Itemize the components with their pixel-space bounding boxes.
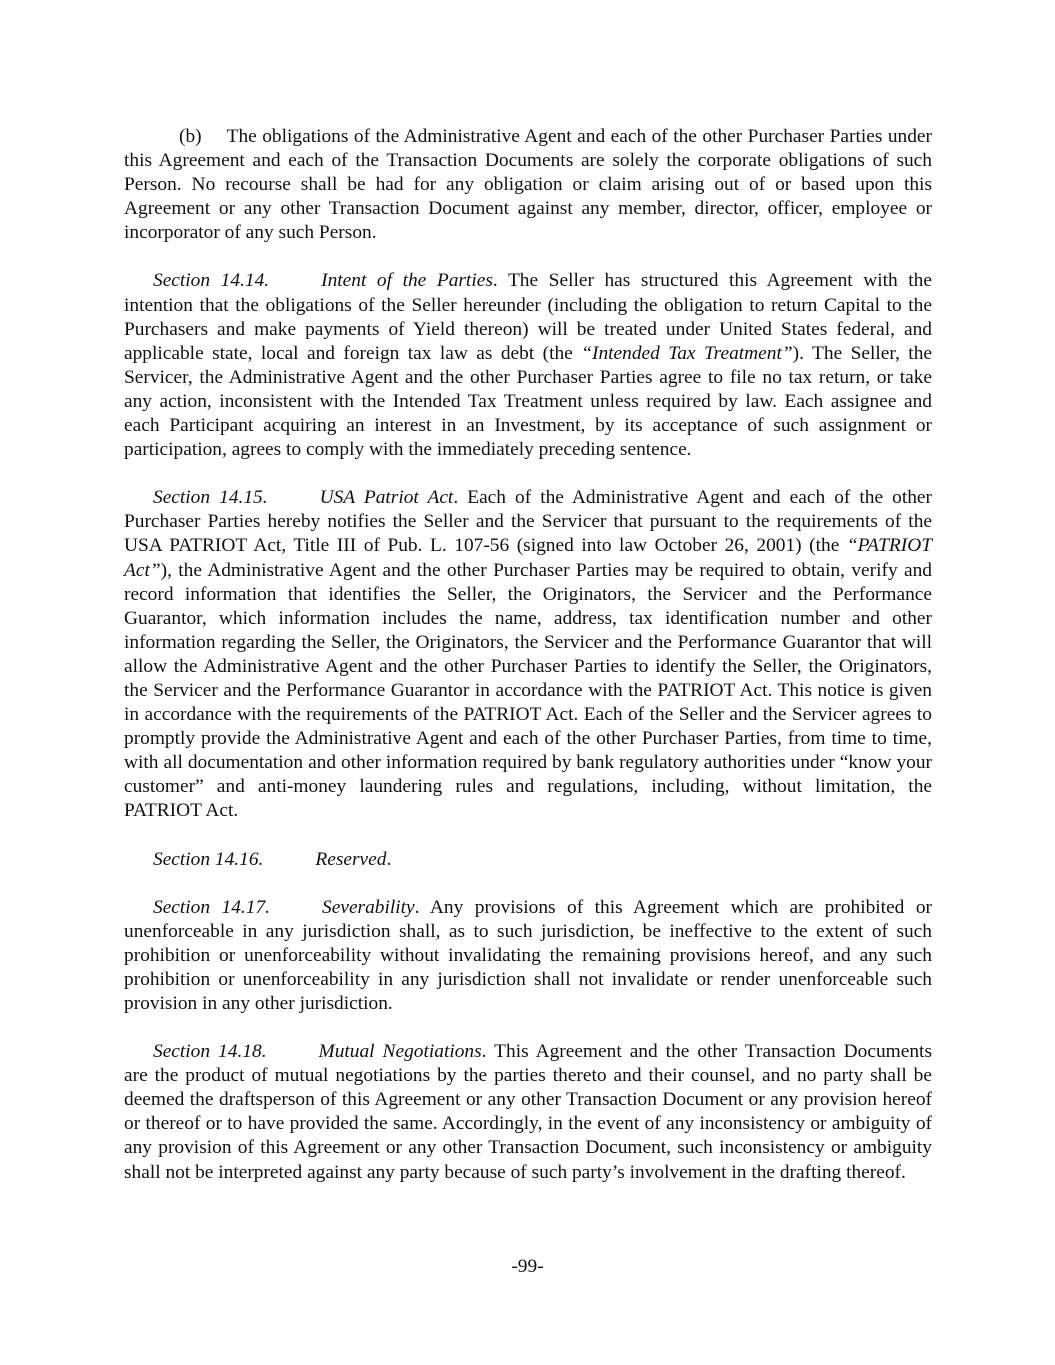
section-title: Reserved <box>315 848 387 870</box>
section-title: USA Patriot Act <box>319 487 454 509</box>
section-body-end: ), the Administrative Agent and the other Purchaser Parties may be required to obtain, verify and record information that identifies the Seller, the Originators, the Servicer and the Performance Guarantor, which information includes the name, address, tax identification number and other information regarding the Seller, the Originators, the Servicer and the Performance Guarantor that will allow the Administrative Agent and the other Purchaser Parties to identify the Seller, the Originators, the Servicer and the Performance Guarantor in accordance with the PATRIOT Act. This notice is given in accordance with the requirements of the PATRIOT Act. Each of the Seller and the Servicer agrees to promptly provide the Administrative Agent and each of the other Purchaser Parties, from time to time, with all documentation and other information required by bank regulatory authorities under “know your customer” and anti-money laundering rules and regulations, including, without limitation, the PATRIOT Act. <box>124 559 932 822</box>
section-14-17: Section 14.17. Severability. Any provisions of this Agreement which are prohibited or unenforceable in any jurisdiction shall, as to such jurisdiction, be ineffective to the extent of such prohibition or unenforceability without invalidating the remaining provisions hereof, and any such prohibition or unenforceability in any jurisdiction shall not invalidate or render unenforceable such provision in any other jurisdiction. <box>124 896 932 1014</box>
paragraph-b-label: (b) <box>179 126 202 147</box>
section-body: This Agreement and the other Transaction Documents are the product of mutual negotiations by the parties thereto and their counsel, and no party shall be deemed the draftsperson of this Agreement or any other Transaction Document or any provision hereof or thereof or to have provided the same. Accordingly, in the event of any inconsistency or ambiguity of any provision of this Agreement or any other Transaction Document, such inconsistency or ambiguity shall not be interpreted against any party because of such party’s involvement in the drafting thereof. <box>124 1041 932 1183</box>
defined-term: “Intended Tax Treatment” <box>581 342 793 364</box>
document-page <box>124 125 932 1209</box>
section-title: Mutual Negotiations <box>318 1041 482 1063</box>
section-number: Section 14.18. <box>153 1041 267 1063</box>
section-body: Any provisions of this Agreement which are prohibited or unenforceable in any jurisdiction shall, as to such jurisdiction, be ineffective to the extent of such prohibition or unenforceability without invalidating the remaining provisions hereof, and any such prohibition or unenforceability in any jurisdiction shall not invalidate or render unenforceable such provision in any other jurisdiction. <box>124 896 932 1014</box>
paragraph-b <box>124 125 932 245</box>
paragraph-b-text: The obligations of the Administrative Agent and each of the other Purchaser Parties under this Agreement and each of the Transaction Documents are solely the corporate obligations of such Person. No recourse shall be had for any obligation or claim arising out of or based upon this Agreement or any other Transaction Document against any member, director, officer, employee or incorporator of any such Person. <box>124 126 932 244</box>
page-number: -99- <box>511 1256 544 1277</box>
section-number: Section 14.15. <box>153 487 268 509</box>
section-body-start: Each of the Administrative Agent and each of the other Purchaser Parties hereby notifies the Seller and the Servicer that pursuant to the requirements of the USA PATRIOT Act, Title III of Pub. L. 107-56 (signed into law October 26, 2001) (the <box>124 487 932 557</box>
section-number: Section 14.14. <box>153 270 270 292</box>
section-14-15: Section 14.15. USA Patriot Act. Each of the Administrative Agent and each of the other Purchaser Parties hereby notifies the Seller and the Servicer that pursuant to the requirements of the USA PATRIOT Act, Title III of Pub. L. 107-56 (signed into law October 26, 2001) (the “PATRIOT Act”), the Administrative Agent and the other Purchaser Parties may be required to obtain, verify and record information that identifies the Seller, the Originators, the Servicer and the Performance Guarantor, which information includes the name, address, tax identification number and other information regarding the Seller, the Originators, the Servicer and the Performance Guarantor that will allow the Administrative Agent and the other Purchaser Parties to identify the Seller, the Originators, the Servicer and the Performance Guarantor in accordance with the PATRIOT Act. This notice is given in accordance with the requirements of the PATRIOT Act. Each of the Seller and the Servicer agrees to promptly provide the Administrative Agent and each of the other Purchaser Parties, from time to time, with all documentation and other information required by bank regulatory authorities under “know your customer” and anti-money laundering rules and regulations, including, without limitation, the PATRIOT Act. <box>124 487 932 822</box>
section-number: Section 14.17. <box>153 896 271 918</box>
section-14-18: Section 14.18. Mutual Negotiations. This Agreement and the other Transaction Documents are the product of mutual negotiations by the parties thereto and their counsel, and no party shall be deemed the draftsperson of this Agreement or any other Transaction Document or any provision hereof or thereof or to have provided the same. Accordingly, in the event of any inconsistency or ambiguity of any provision of this Agreement or any other Transaction Document, such inconsistency or ambiguity shall not be interpreted against any party because of such party’s involvement in the drafting thereof. <box>124 1041 932 1183</box>
section-body-end: ). The Seller, the Servicer, the Administrative Agent and the other Purchaser Parties agree to file no tax return, or take any action, inconsistent with the Intended Tax Treatment unless required by law. Each assignee and each Participant acquiring an interest in an Investment, by its acceptance of such assignment or participation, agrees to comply with the immediately preceding sentence. <box>124 342 932 461</box>
section-title: Severability <box>322 896 415 918</box>
section-14-16: Section 14.16. Reserved. <box>153 848 392 870</box>
defined-term: “PATRIOT Act” <box>124 535 932 581</box>
section-title: Intent of the Parties <box>321 270 493 292</box>
section-14-14: Section 14.14. Intent of the Parties. The Seller has structured this Agreement with the intention that the obligations of the Seller hereunder (including the obligation to return Capital to the Purchasers and make payments of Yield thereon) will be treated under United States federal, and applicable state, local and foreign tax law as debt (the “Intended Tax Treatment”). The Seller, the Servicer, the Administrative Agent and the other Purchaser Parties agree to file no tax return, or take any action, inconsistent with the Intended Tax Treatment unless required by law. Each assignee and each Participant acquiring an interest in an Investment, by its acceptance of such assignment or participation, agrees to comply with the immediately preceding sentence. <box>124 270 932 461</box>
section-number: Section 14.16. <box>153 848 264 870</box>
section-body-start: The Seller has structured this Agreement with the intention that the obligations of the Seller hereunder (including the obligation to return Capital to the Purchasers and make payments of Yield thereon) will be treated under United States federal, and applicable state, local and foreign tax law as debt (the <box>124 270 932 364</box>
